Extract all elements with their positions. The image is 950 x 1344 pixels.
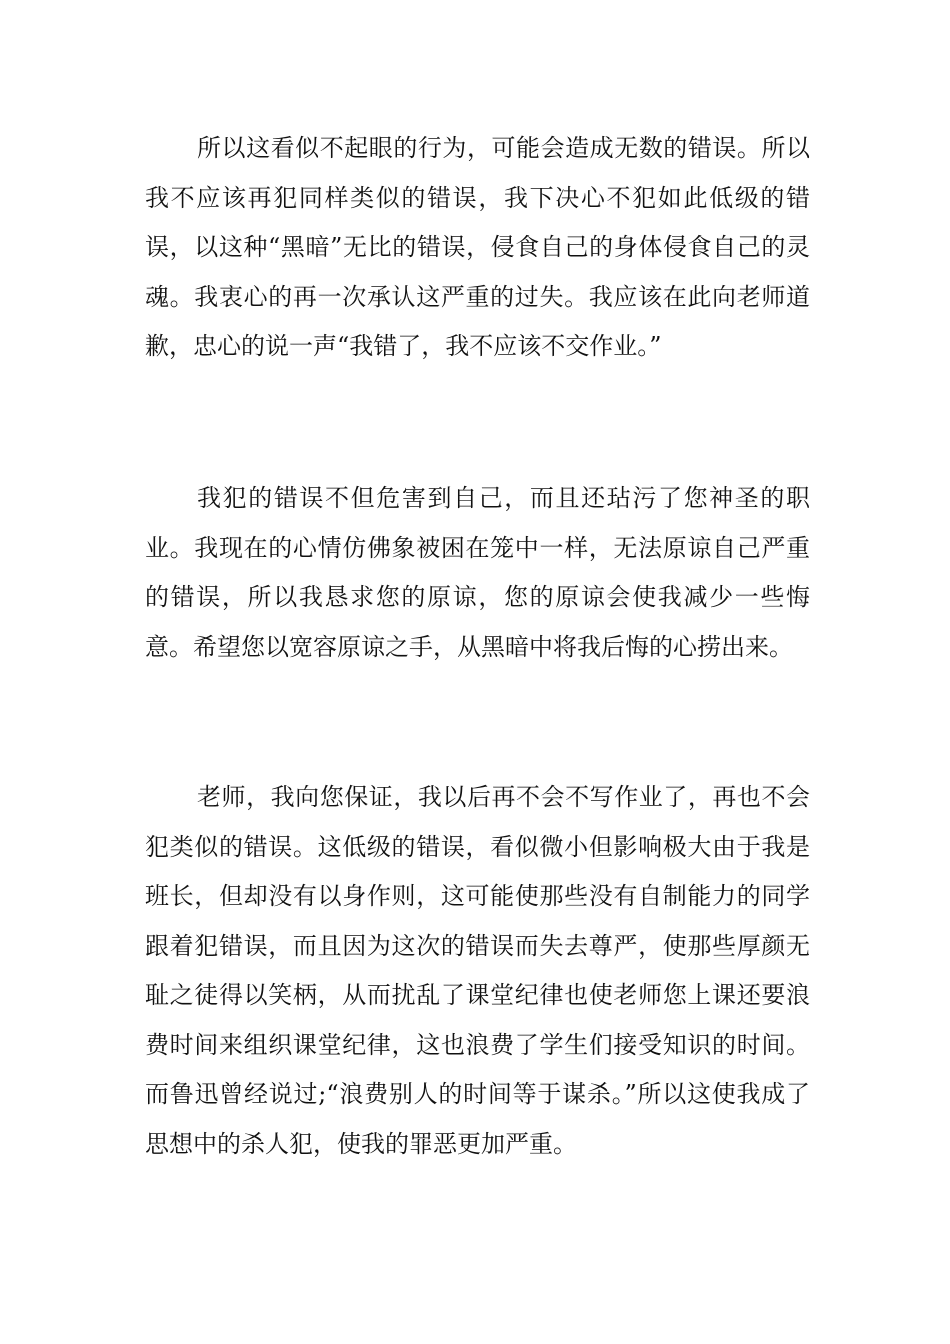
paragraph-2: 我犯的错误不但危害到自己，而且还玷污了您神圣的职业。我现在的心情仿佛象被困在笼中一样，无法原谅自己严重的错误，所以我恳求您的原谅，您的原谅会使我减少一些悔意。希望您以宽容原谅之手，从黑暗中将我后悔的心捞出来。: [145, 484, 810, 661]
paragraph-1: 所以这看似不起眼的行为，可能会造成无数的错误。所以我不应该再犯同样类似的错误，我下决心不犯如此低级的错误，以这种“黑暗”无比的错误，侵食自己的身体侵食自己的灵魂。我衷心的再一次承认这严重的过失。我应该在此向老师道歉，忠心的说一声“我错了，我不应该不交作业。”: [145, 134, 810, 360]
paragraph-3: 老师，我向您保证，我以后再不会不写作业了，再也不会犯类似的错误。这低级的错误，看似微小但影响极大由于我是班长，但却没有以身作则，这可能使那些没有自制能力的同学跟着犯错误，而且因为这次的错误而失去尊严，使那些厚颜无耻之徒得以笑柄，从而扰乱了课堂纪律也使老师您上课还要浪费时间来组织课堂纪律，这也浪费了学生们接受知识的时间。而鲁迅曾经说过;“浪费别人的时间等于谋杀。”所以这使我成了思想中的杀人犯，使我的罪恶更加严重。: [145, 783, 810, 1158]
